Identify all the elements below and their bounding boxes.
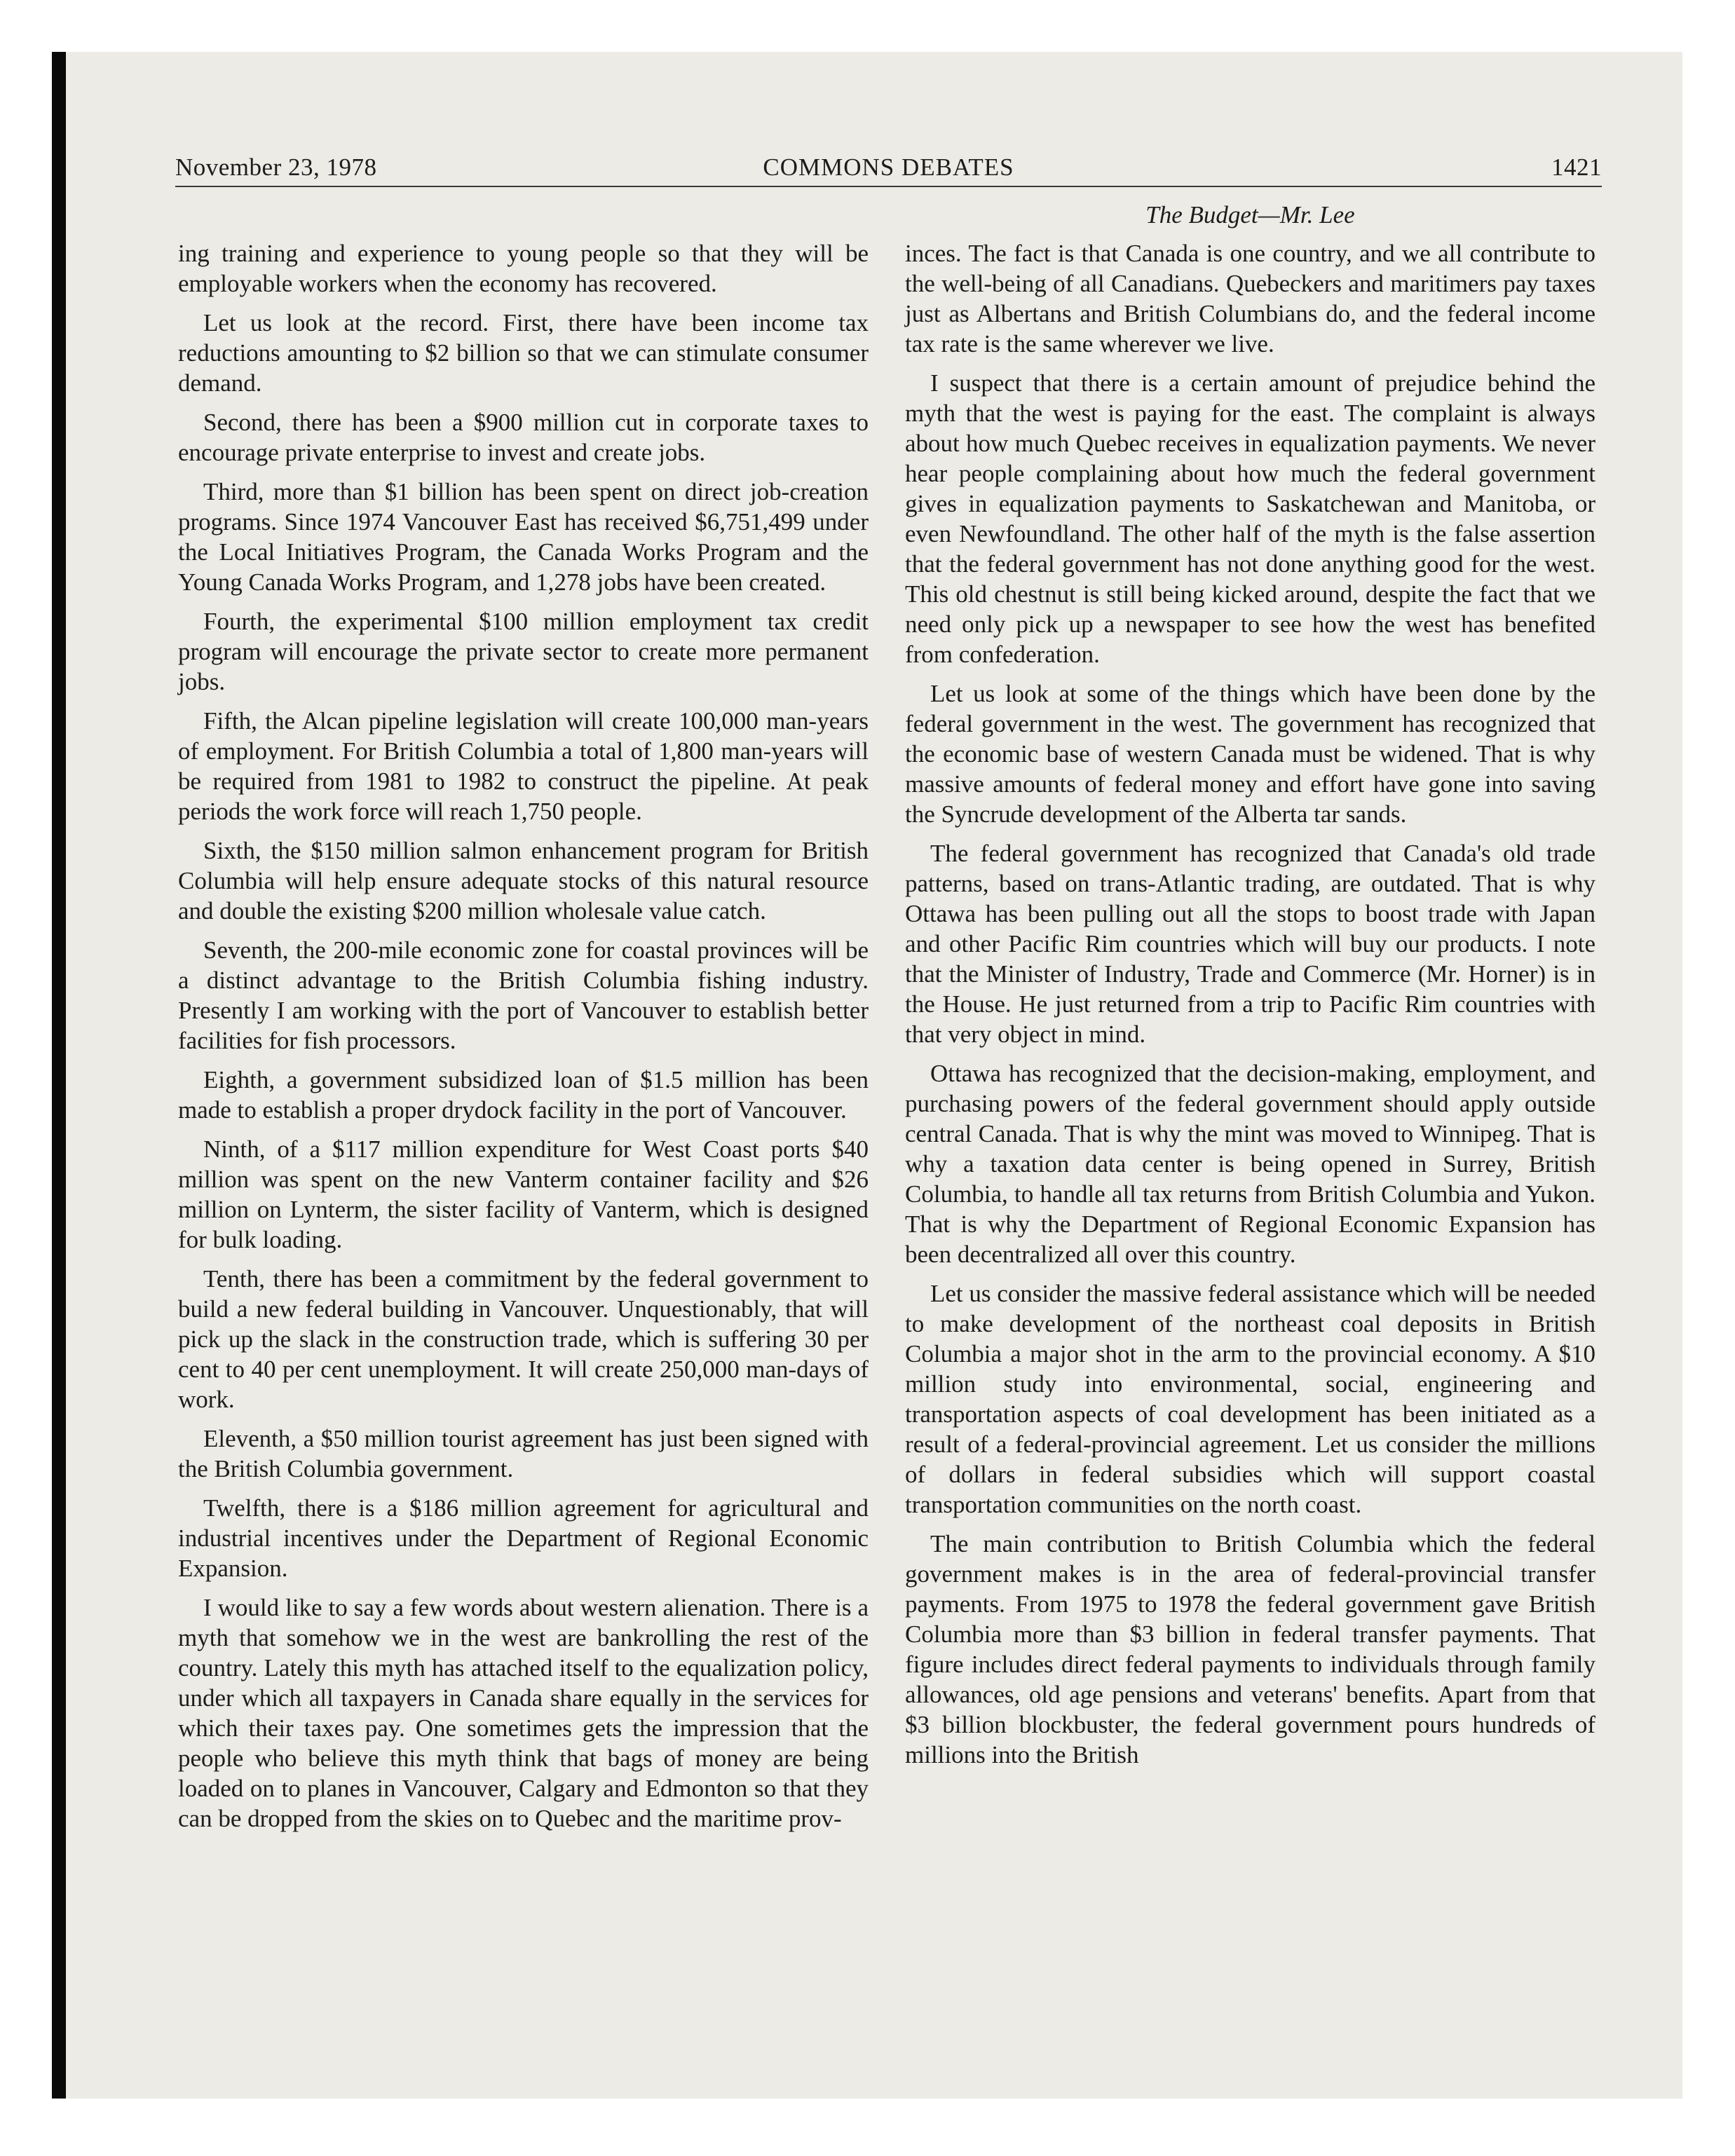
paragraph: Ottawa has recognized that the decision-making, employment, and purchasing powers of the federal government should apply outside central Canada. That is why the mint was moved to Winnipeg. That is why a taxation data center is being opened in Surrey, British Columbia, to handle all tax returns from British Columbia and Yukon. That is why the Department of Regional Economic Expansion has been decentralized all over this country. — [905, 1060, 1595, 1268]
header-page-number: 1421 — [1551, 153, 1602, 181]
paragraph: Tenth, there has been a commitment by the federal government to build a new federal building in Vancouver. Unquestionably, that will pick up the slack in the construction trade, which is suffering 30 per cent to 40 per cent unemployment. It will create 250,000 man-days of work. — [178, 1265, 869, 1413]
paragraph: Let us look at some of the things which have been done by the federal government in the west. The government has recognized that the economic base of western Canada must be widened. That is why massive amounts of federal money and effort have gone into saving the Syncrude development of the Alberta tar sands. — [905, 680, 1595, 828]
paragraph: Fifth, the Alcan pipeline legislation will create 100,000 man-years of employment. For British Columbia a total of 1,800 man-years will be required from 1981 to 1982 to construct the pipeline. At peak periods the work force will reach 1,750 people. — [178, 707, 869, 825]
paragraph: Eighth, a government subsidized loan of $1.5 million has been made to establish a proper drydock facility in the port of Vancouver. — [178, 1066, 869, 1124]
header-title: COMMONS DEBATES — [763, 153, 1014, 181]
paragraph: Third, more than $1 billion has been spent on direct job-creation programs. Since 1974 Vancouver East has received $6,751,499 under the Local Initiatives Program, the Canada Works Program and the Young Canada Works Program, and 1,278 jobs have been created. — [178, 478, 869, 596]
page-header — [175, 151, 1602, 187]
header-date: November 23, 1978 — [175, 153, 377, 181]
paragraph: Sixth, the $150 million salmon enhancement program for British Columbia will help ensure adequate stocks of this natural resource and double the existing $200 million wholesale value catch. — [178, 837, 869, 925]
left-column — [178, 238, 869, 1843]
paragraph: Twelfth, there is a $186 million agreement for agricultural and industrial incentives under the Department of Regional Economic Expansion. — [178, 1494, 869, 1582]
paragraph: Let us consider the massive federal assistance which will be needed to make development of the northeast coal deposits in British Columbia a major shot in the arm to the provincial economy. A $10 million study into environmental, social, engineering and transportation aspects of coal development has been initiated as a result of a federal-provincial agreement. Let us consider the millions of dollars in federal subsidies which will support coastal transportation communities on the north coast. — [905, 1280, 1595, 1518]
paragraph: The main contribution to British Columbia which the federal government makes is in the area of federal-provincial transfer payments. From 1975 to 1978 the federal government gave British Columbia more than $3 billion in federal transfer payments. That figure includes direct federal payments to individuals through family allowances, old age pensions and veterans' benefits. Apart from that $3 billion blockbuster, the federal government pours hundreds of millions into the British — [905, 1530, 1595, 1768]
right-column — [905, 238, 1595, 1779]
paragraph: inces. The fact is that Canada is one country, and we all contribute to the well-being of all Canadians. Quebeckers and maritimers pay taxes just as Albertans and British Columbians do, and the federal income tax rate is the same wherever we live. — [905, 240, 1595, 357]
paragraph: Ninth, of a $117 million expenditure for West Coast ports $40 million was spent on the new Vanterm container facility and $26 million on Lynterm, the sister facility of Vanterm, which is designed for bulk loading. — [178, 1135, 869, 1253]
paragraph: Fourth, the experimental $100 million employment tax credit program will encourage the private sector to create more permanent jobs. — [178, 608, 869, 695]
paragraph: I would like to say a few words about western alienation. There is a myth that somehow we in the west are bankrolling the rest of the country. Lately this myth has attached itself to the equalization policy, under which all taxpayers in Canada share equally in the services for which their taxes pay. One sometimes gets the impression that the people who believe this myth think that bags of money are being loaded on to planes in Vancouver, Calgary and Edmonton so that they can be dropped from the skies on to Quebec and the maritime prov- — [178, 1594, 869, 1832]
paragraph: Seventh, the 200-mile economic zone for coastal provinces will be a distinct advantage to the British Columbia fishing industry. Presently I am working with the port of Vancouver to establish better facilities for fish processors. — [178, 936, 869, 1054]
paragraph: Second, there has been a $900 million cut in corporate taxes to encourage private enterprise to invest and create jobs. — [178, 409, 869, 466]
paragraph: I suspect that there is a certain amount of prejudice behind the myth that the west is paying for the east. The complaint is always about how much Quebec receives in equalization payments. We never hear people complaining about how much the federal government gives in equalization payments to Saskatchewan and Manitoba, or even Newfoundland. The other half of the myth is the false assertion that the federal government has not done anything good for the west. This old chestnut is still being kicked around, despite the fact that we need only pick up a newspaper to see how the west has benefited from confederation. — [905, 369, 1595, 668]
paragraph: ing training and experience to young people so that they will be employable workers when the economy has recovered. — [178, 240, 869, 297]
paragraph: Eleventh, a $50 million tourist agreement has just been signed with the British Columbia government. — [178, 1425, 869, 1482]
paragraph: The federal government has recognized that Canada's old trade patterns, based on trans-Atlantic trading, are outdated. That is why Ottawa has been pulling out all the stops to boost trade with Japan and other Pacific Rim countries which will buy our products. I note that the Minister of Industry, Trade and Commerce (Mr. Horner) is in the House. He just returned from a trip to Pacific Rim countries with that very object in mind. — [905, 840, 1595, 1048]
scan-edge-bar — [52, 52, 66, 2099]
paragraph: Let us look at the record. First, there have been income tax reductions amounting to $2 billion so that we can stimulate consumer demand. — [178, 309, 869, 397]
running-title: The Budget—Mr. Lee — [1145, 201, 1355, 228]
